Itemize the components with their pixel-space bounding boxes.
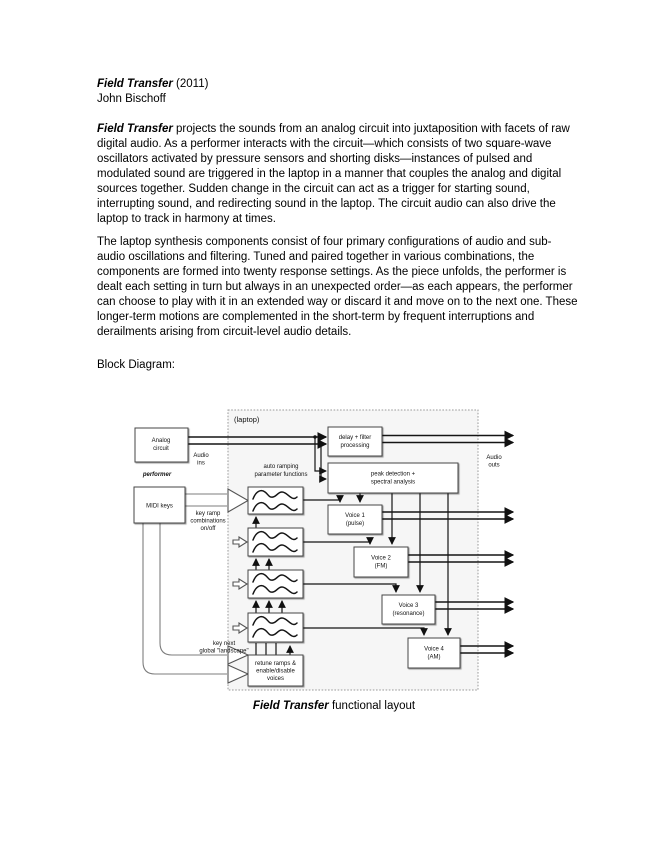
block-diagram-label: Block Diagram: (97, 359, 175, 371)
retune-label2: enable/disable (256, 668, 295, 675)
figure-caption (144, 700, 524, 712)
voice3-box (382, 595, 435, 624)
voice1-label2: (pulse) (345, 521, 365, 527)
voice1-box (328, 505, 382, 534)
work-title-line (97, 77, 579, 92)
analog-circuit-label2: circuit (153, 446, 169, 452)
voice4-label2: (AM) (427, 654, 441, 661)
voice3-label: Voice 3 (398, 603, 419, 609)
paragraph-1-lead: Field Transfer (97, 123, 173, 135)
paragraph-1-body: projects the sounds from an analog circuit into juxtaposition with facets of raw digital audio. As a performer interacts with the circuit—which consists of two square-wave oscillators activated by pressure sensors and shorting disks—instances of pulsed and modulated sound are triggered in the laptop in a manner that couples the analog and digital sources together. Sudden change in the circuit can act as a trigger for starting sound, interrupting sound, and redirecting sound in the laptop. The circuit audio can also drive the laptop to track in harmony at times. (97, 123, 570, 225)
performer-label: performer (142, 472, 172, 478)
ramp4-box (248, 613, 303, 642)
voice2-label2: (FM) (374, 563, 388, 570)
delay-filter-label2: processing (340, 443, 370, 449)
voice2-label: Voice 2 (371, 555, 391, 562)
paragraph-1 (97, 122, 579, 227)
peak-detection-label2: spectral analysis (370, 479, 416, 486)
key-next-label2: global "landscape" (199, 648, 249, 655)
work-title: Field Transfer (97, 78, 173, 90)
analog-circuit-box (135, 428, 188, 462)
figure-caption-rest: functional layout (328, 700, 416, 712)
delay-filter-label: delay + filter (338, 435, 372, 441)
midi-keys-label: MIDI keys (146, 503, 173, 510)
figure-caption-lead: Field Transfer (252, 700, 329, 712)
analog-circuit-label: Analog (151, 438, 171, 444)
key-ramp-label2: combinations (190, 518, 226, 525)
audio-ins-label: Audio (193, 453, 209, 459)
peak-detection-box (328, 463, 458, 493)
block-diagram (130, 405, 520, 695)
paragraph-2: The laptop synthesis components consist of four primary configurations of audio and sub-audio oscillations and filtering. Tuned and paired together in various combinations, the components are formed into twenty response settings. As the piece unfolds, the performer is dealt each setting in turn but always in an unexpected order—as each appears, the performer can choose to play with it in an extended way or discard it and move on to the next one. These longer-term motions are complemented in the short-term by frequent interruptions and derailments arising from circuit-level audio details. (97, 236, 578, 338)
voice2-box (354, 547, 408, 577)
voice1-label: Voice 1 (345, 513, 365, 519)
key-ramp-label: key ramp (195, 511, 221, 517)
key-ramp-label3: on/off (200, 526, 216, 532)
auto-ramping-label: auto ramping (263, 464, 299, 470)
work-year: (2011) (172, 78, 209, 90)
audio-outs-label2: outs (488, 462, 500, 469)
voice4-box (408, 638, 460, 668)
voice4-label: Voice 4 (424, 646, 444, 653)
auto-ramping-label2: parameter functions (254, 472, 308, 478)
laptop-label: (laptop) (234, 415, 260, 424)
author: John Bischoff (97, 93, 166, 105)
key-next-label: key next (212, 641, 236, 647)
delay-filter-box (328, 427, 382, 456)
document-text (97, 77, 579, 373)
peak-detection-label: peak detection + (370, 471, 416, 478)
voice3-label2: (resonance) (392, 611, 425, 617)
retune-label3: voices (266, 676, 285, 682)
audio-outs-label: Audio (486, 455, 502, 461)
audio-ins-label2: ins (197, 460, 205, 467)
retune-label: retune ramps & (254, 661, 297, 667)
